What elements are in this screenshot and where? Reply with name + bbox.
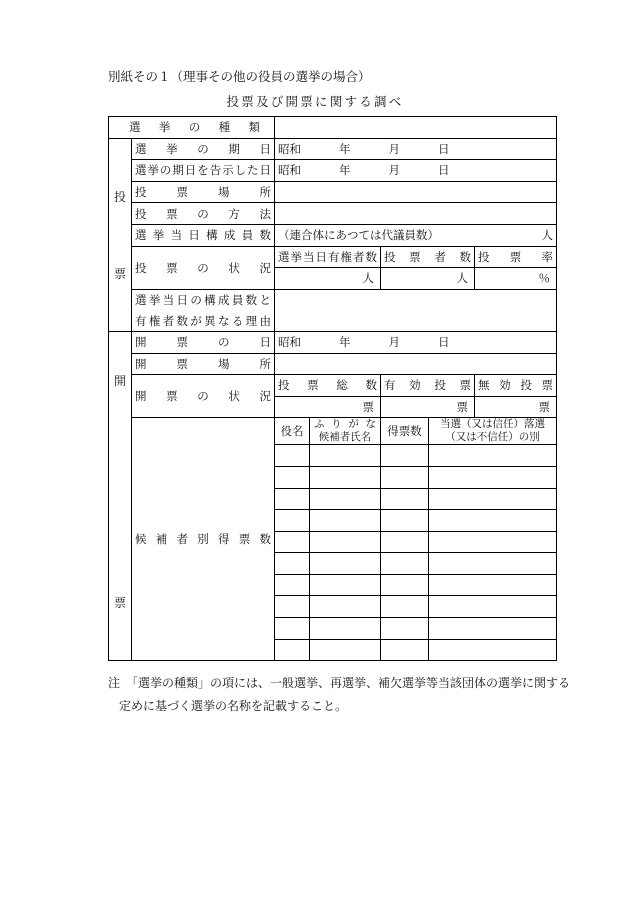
label-reason-1: 選挙当日の構成員数と: [132, 289, 275, 310]
cell-candidate[interactable]: [310, 445, 381, 467]
field-invalid-votes[interactable]: 票: [475, 396, 557, 418]
cell-candidate[interactable]: [310, 531, 381, 553]
cell-votes[interactable]: [381, 445, 429, 467]
cell-votes[interactable]: [381, 553, 429, 575]
era-label: 昭和: [278, 141, 301, 156]
row-reason-1: [109, 289, 557, 310]
cell-candidate[interactable]: [310, 510, 381, 532]
label-election-type: 選挙の種類: [109, 117, 275, 139]
col-head-name: 候補者氏名: [318, 431, 372, 444]
day-label: 日: [438, 163, 450, 178]
section-voting: [109, 138, 132, 331]
label-candidate-votes: 候補者別得票数: [132, 418, 275, 661]
cell-position[interactable]: [275, 618, 310, 640]
cell-votes[interactable]: [381, 618, 429, 640]
cell-position[interactable]: [275, 574, 310, 596]
col-head-position: 役名: [275, 418, 310, 445]
col-head-candidate: [310, 418, 381, 445]
row-candidate-head: [109, 418, 557, 445]
field-voters[interactable]: 人: [381, 268, 475, 290]
year-label: 年: [339, 335, 351, 350]
month-label: 月: [388, 163, 400, 178]
unit-person: 人: [541, 228, 553, 243]
cell-result[interactable]: [429, 531, 557, 553]
row-counting-place: [109, 353, 557, 375]
cell-candidate[interactable]: [310, 639, 381, 661]
field-member-count[interactable]: [275, 224, 557, 246]
row-announce-date: [109, 160, 557, 182]
cell-position[interactable]: [275, 488, 310, 510]
row-voting-method: [109, 203, 557, 225]
year-label: 年: [339, 141, 351, 156]
document-header: 別紙その１（理事その他の役員の選挙の場合）: [108, 69, 371, 84]
col-head-result-2: （又は不信任）の別: [445, 431, 540, 444]
col-head-furigana: ふりがな: [314, 418, 376, 431]
cell-position[interactable]: [275, 466, 310, 488]
field-total-votes[interactable]: 票: [275, 396, 381, 418]
section-counting-char-1: 開: [113, 373, 126, 388]
field-election-type[interactable]: [275, 117, 557, 139]
cell-result[interactable]: [429, 553, 557, 575]
label-counting-status: 開票の状況: [132, 375, 275, 418]
day-label: 日: [438, 141, 450, 156]
section-counting: [109, 331, 132, 660]
month-label: 月: [388, 335, 400, 350]
field-voting-place[interactable]: [275, 181, 557, 203]
footnote-line-1: 注 「選挙の種類」の項には、一般選挙、再選挙、補欠選挙等当該団体の選挙に関する: [108, 676, 571, 690]
label-election-date: 選挙の期日: [132, 138, 275, 160]
label-announce-date: 選挙の期日を告示した日: [132, 160, 275, 182]
cell-votes[interactable]: [381, 510, 429, 532]
label-counting-date: 開票の日: [132, 331, 275, 353]
label-voting-method: 投票の方法: [132, 203, 275, 225]
era-label: 昭和: [278, 163, 301, 178]
row-member-count: [109, 224, 557, 246]
field-reason[interactable]: [275, 289, 557, 331]
section-counting-char-2: 票: [113, 595, 126, 610]
cell-position[interactable]: [275, 553, 310, 575]
cell-votes[interactable]: [381, 531, 429, 553]
cell-candidate[interactable]: [310, 596, 381, 618]
col-head-result-1: 当選（又は信任）落選: [440, 418, 545, 431]
cell-position[interactable]: [275, 596, 310, 618]
field-election-date[interactable]: [275, 138, 557, 160]
cell-result[interactable]: [429, 488, 557, 510]
label-voting-place: 投票場所: [132, 181, 275, 203]
row-voting-status-head: [109, 246, 557, 268]
row-voting-place: [109, 181, 557, 203]
cell-votes[interactable]: [381, 488, 429, 510]
label-invalid-votes: 無効投票: [475, 375, 557, 397]
cell-result[interactable]: [429, 510, 557, 532]
col-head-result: [429, 418, 557, 445]
cell-votes[interactable]: [381, 466, 429, 488]
col-head-votes: 得票数: [381, 418, 429, 445]
cell-votes[interactable]: [381, 639, 429, 661]
cell-position[interactable]: [275, 510, 310, 532]
label-reason-2: 有権者数が異なる理由: [132, 310, 275, 331]
cell-votes[interactable]: [381, 574, 429, 596]
label-total-votes: 投票総数: [275, 375, 381, 397]
cell-candidate[interactable]: [310, 466, 381, 488]
cell-position[interactable]: [275, 445, 310, 467]
cell-position[interactable]: [275, 639, 310, 661]
row-counting-status-head: [109, 375, 557, 397]
month-label: 月: [388, 141, 400, 156]
cell-position[interactable]: [275, 531, 310, 553]
footnote-line-2: 定めに基づく選挙の名称を記載すること。: [119, 699, 348, 713]
field-counting-date[interactable]: [275, 331, 557, 353]
cell-votes[interactable]: [381, 596, 429, 618]
label-voting-status: 投票の状況: [132, 246, 275, 289]
field-counting-place[interactable]: [275, 353, 557, 375]
cell-result[interactable]: [429, 574, 557, 596]
document-title: 投票及び開票に関する調べ: [226, 94, 404, 109]
label-eligible-voters: 選挙当日有権者数: [275, 246, 381, 268]
row-election-date: [109, 138, 557, 160]
cell-result[interactable]: [429, 596, 557, 618]
label-turnout: 投票率: [475, 246, 557, 268]
cell-result[interactable]: [429, 466, 557, 488]
era-label: 昭和: [278, 335, 301, 350]
day-label: 日: [438, 335, 450, 350]
field-voting-method[interactable]: [275, 203, 557, 225]
row-counting-date: [109, 331, 557, 353]
cell-candidate[interactable]: [310, 574, 381, 596]
cell-result[interactable]: [429, 445, 557, 467]
cell-candidate[interactable]: [310, 488, 381, 510]
section-voting-char-1: 投: [113, 189, 126, 204]
label-valid-votes: 有効投票: [381, 375, 475, 397]
section-voting-char-2: 票: [113, 266, 126, 281]
label-voters: 投票者数: [381, 246, 475, 268]
year-label: 年: [339, 163, 351, 178]
row-election-type: [109, 117, 557, 139]
cell-candidate[interactable]: [310, 553, 381, 575]
field-announce-date[interactable]: [275, 160, 557, 182]
field-valid-votes[interactable]: 票: [381, 396, 475, 418]
cell-result[interactable]: [429, 618, 557, 640]
label-counting-place: 開票場所: [132, 353, 275, 375]
field-eligible-voters[interactable]: 人: [275, 268, 381, 290]
field-turnout[interactable]: ％: [475, 268, 557, 290]
footnote: [108, 672, 578, 718]
cell-result[interactable]: [429, 639, 557, 661]
survey-form-table: [108, 116, 557, 661]
member-count-note: （連合体にあつては代議員数）: [278, 228, 439, 243]
label-member-count: 選挙当日構成員数: [132, 224, 275, 246]
cell-candidate[interactable]: [310, 618, 381, 640]
